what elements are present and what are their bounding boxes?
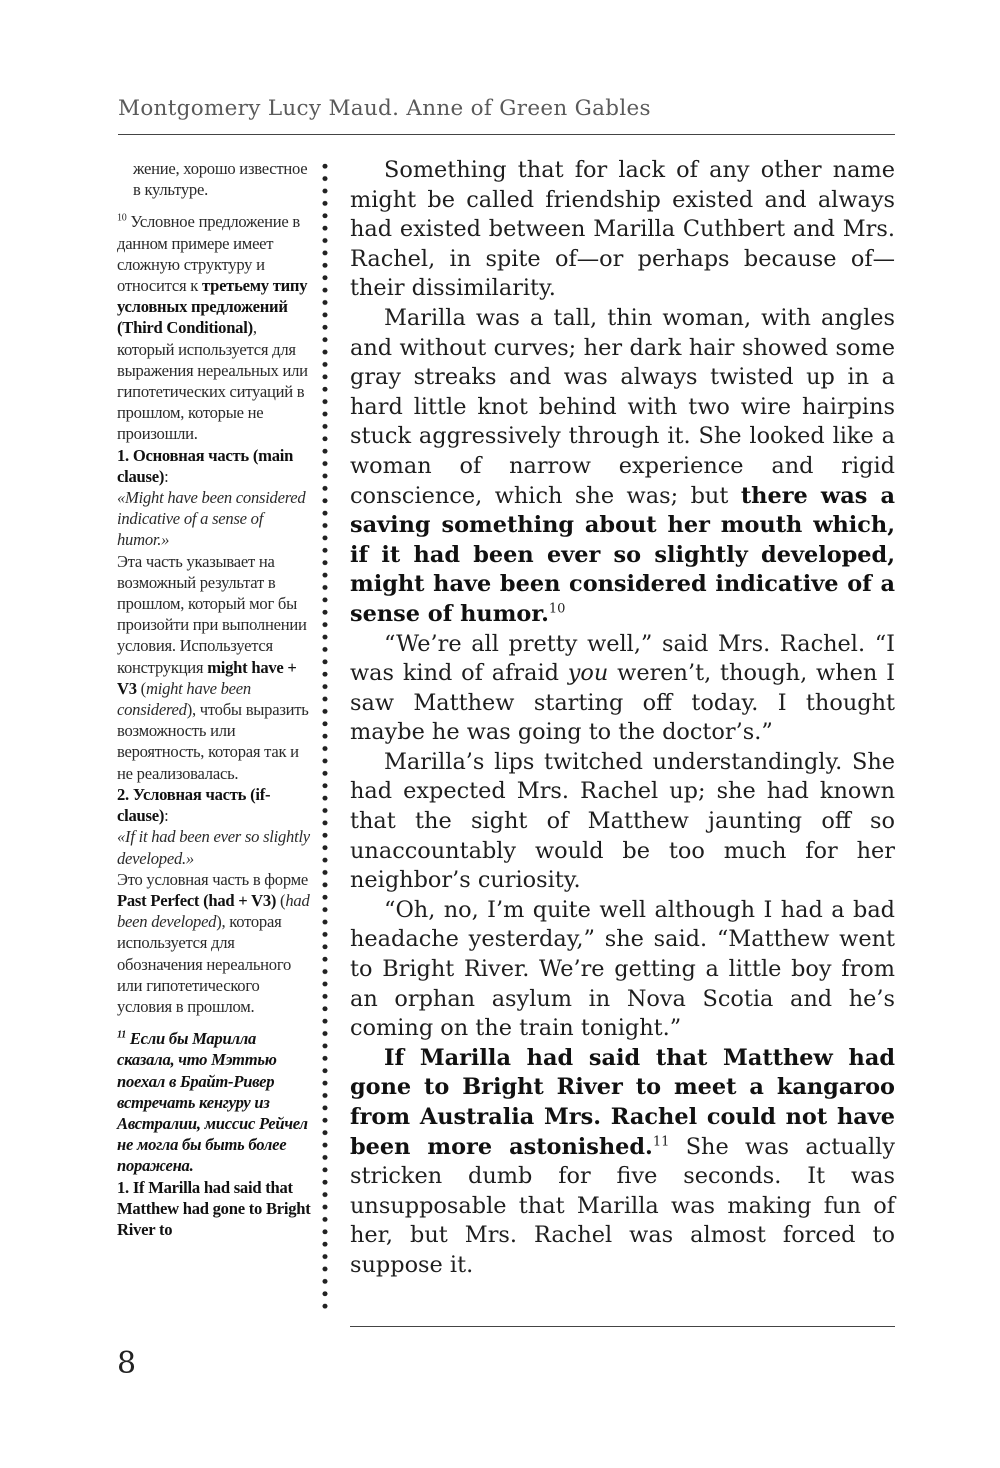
note-10-part1-paren-open: ( — [136, 678, 146, 698]
note-10-part2-bold: Past Perfect (had + V3) — [117, 890, 277, 910]
note-10-part1-colon: : — [164, 466, 169, 486]
footnote-ref-11: 11 — [652, 1134, 670, 1150]
note-10-intro: Условное предложение в данном примере имеет сложную структуру и относится к — [117, 212, 300, 296]
paragraph-1: Something that for lack of any other name might be called friendship existed and always had existed between Marilla Cuthbert and Mrs. Rachel, in spite of—or perhaps because of—their dissimilarity. — [350, 157, 895, 302]
note-10-part1-quote: «Might have been considered indicative of a sense of humor.» — [117, 488, 306, 550]
dotted-divider — [318, 160, 332, 1312]
note-10-part2-paren-open: ( — [276, 890, 286, 910]
note-11-translation: Если бы Марилла сказала, что Мэттью поехал в Брайт-Ривер встречать кенгуру из Австралии, миссис Рейчел не могла бы быть более поражена. — [117, 1029, 308, 1176]
note-10-number: 10 — [117, 212, 127, 224]
paragraph-6 — [350, 1044, 895, 1281]
running-title: Montgomery Lucy Maud. Anne of Green Gables — [118, 96, 651, 121]
paragraph-3 — [350, 630, 895, 748]
note-10-part2-tail: ), которая используется для обозначения нереального или гипотетического условия в прошлом. — [117, 912, 292, 1016]
header-rule — [118, 134, 895, 135]
paragraph-4: Marilla’s lips twitched understandingly. She had expected Mrs. Rachel up; she had known that the sight of Matthew jaunting off so unaccountably would be too much for her neighbor’s curiosity. — [350, 748, 895, 894]
note-10-part2-text: Это условная часть в форме — [117, 869, 309, 889]
paragraph-2-start: Marilla was a tall, thin woman, with angles and without curves; her dark hair showed some gray streaks and was always twisted up in a hard little knot behind with two wire hairpins stuck aggressively through it. She looked like a woman of narrow experience and rigid conscience, which she was; but — [350, 304, 895, 509]
footer-rule — [350, 1326, 895, 1327]
note-10-part1-text: Эта часть указывает на возможный результат в прошлом, который мог бы произойти при выполнении условия. Используется конструкция — [117, 551, 307, 677]
paragraph-3-start: “We’re all pretty well,” said Mrs. Rachel. “I was kind of afraid — [350, 630, 895, 687]
notes-column — [117, 158, 312, 1240]
note-10-part1-tail: ), чтобы выразить возможность или вероятность, которая так и не реализовалась. — [117, 700, 309, 783]
note-11 — [117, 1028, 312, 1240]
note-10 — [117, 211, 312, 1017]
note-10-part1-paren-italic: might have been considered — [117, 678, 251, 720]
paragraph-2 — [350, 304, 895, 630]
note-10-part2-colon: : — [164, 806, 169, 826]
note-9-tail: жение, хорошо известное в культуре. — [133, 159, 308, 200]
note-10-part2-quote: «If it had been ever so slightly developed.» — [117, 827, 310, 868]
note-11-point1: 1. If Marilla had said that Matthew had gone to Bright River to — [117, 1177, 311, 1239]
page-number: 8 — [117, 1346, 137, 1381]
note-10-type: третьему типу условных предложений (Third Conditional) — [117, 276, 308, 338]
paragraph-3-italic: you — [567, 660, 609, 687]
paragraph-3-end: weren’t, though, when I saw Matthew starting off today. I thought maybe he was going to the doctor’s.” — [350, 660, 895, 746]
note-11-number: 11 — [117, 1029, 126, 1041]
paragraph-6-bold: If Marilla had said that Matthew had gone to Bright River to meet a kangaroo from Australia Mrs. Rachel could not have been more astonished. — [350, 1044, 895, 1160]
note-10-type-tail: , который используется для выражения нереальных или гипотетических ситуаций в прошлом, которые не произошли. — [117, 318, 308, 444]
footnote-ref-10: 10 — [548, 601, 566, 617]
paragraph-6-end: She was actually stricken dumb for five seconds. It was unsupposable that Marilla was making fun of her, but Mrs. Rachel was almost forced to suppose it. — [350, 1133, 895, 1278]
paragraph-5: “Oh, no, I’m quite well although I had a bad headache yesterday,” she said. “Matthew went to Bright River. We’re getting a little boy from an orphan asylum in Nova Scotia and he’s coming on the train tonight.” — [350, 896, 895, 1042]
note-10-part1-bold: might have + V3 — [117, 657, 297, 698]
main-text — [350, 156, 895, 1281]
note-10-part2-head: 2. Условная часть (if-clause) — [117, 784, 271, 826]
note-10-part1-head: 1. Основная часть (main clause) — [117, 445, 294, 486]
note-10-part2-paren-italic: had been developed — [117, 890, 310, 932]
paragraph-2-bold: there was a saving something about her mouth which, if it had been ever so slightly developed, might have been considered indicative of a sense of humor. — [350, 482, 895, 627]
